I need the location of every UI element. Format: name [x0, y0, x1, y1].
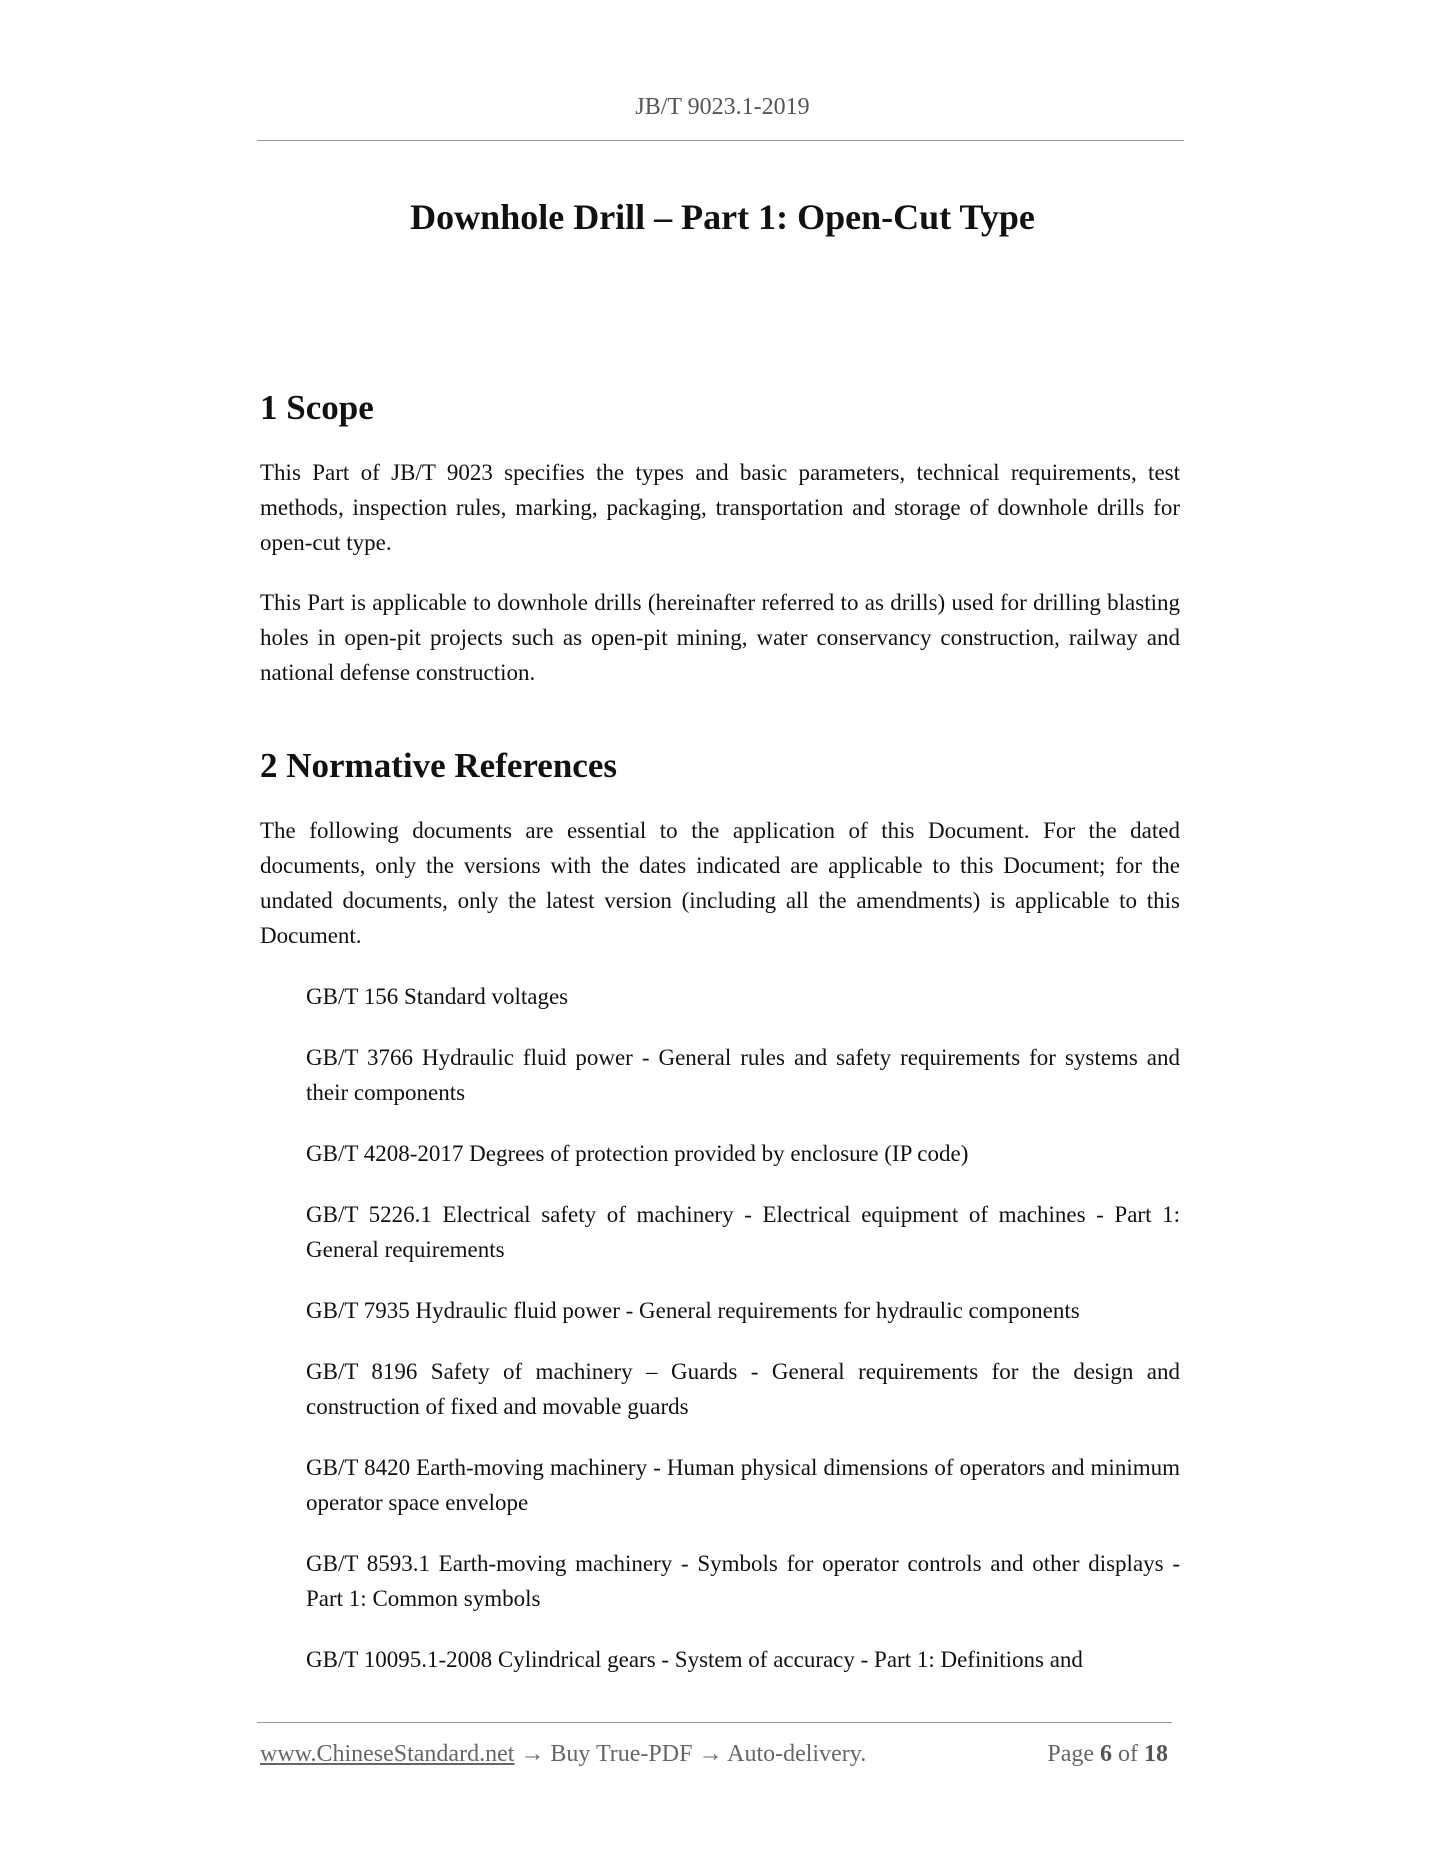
page-of-label: of	[1118, 1741, 1138, 1767]
reference-item: GB/T 7935 Hydraulic fluid power - General requirements for hydraulic components	[306, 1298, 1080, 1323]
page-current: 6	[1100, 1741, 1112, 1767]
reference-item: GB/T 10095.1-2008 Cylindrical gears - System of accuracy - Part 1: Definitions and	[306, 1647, 1083, 1672]
footer-divider	[257, 1722, 1172, 1723]
running-header: JB/T 9023.1-2019	[635, 94, 810, 120]
website-link[interactable]: www.ChineseStandard.net	[260, 1741, 515, 1767]
document-title: Downhole Drill – Part 1: Open-Cut Type	[410, 197, 1035, 237]
header-divider	[257, 140, 1184, 141]
reference-item: GB/T 5226.1 Electrical safety of machinery - Electrical equipment of machines - Part 1: General requirements	[306, 1202, 1180, 1262]
reference-item: GB/T 8420 Earth-moving machinery - Human physical dimensions of operators and minimum operator space envelope	[306, 1455, 1180, 1515]
page-footer	[260, 1741, 1172, 1768]
section-heading-normative-references: 2 Normative References	[260, 746, 617, 785]
reference-item: GB/T 4208-2017 Degrees of protection provided by enclosure (IP code)	[306, 1141, 969, 1166]
section-heading-scope: 1 Scope	[260, 388, 374, 427]
reference-list	[260, 979, 1180, 1677]
scope-paragraph: This Part of JB/T 9023 specifies the types and basic parameters, technical requirements, test methods, inspection rules, marking, packaging, transportation and storage of downhole drills for open-cut type.	[260, 460, 1180, 555]
reference-item: GB/T 8196 Safety of machinery – Guards - General requirements for the design and construction of fixed and movable guards	[306, 1359, 1180, 1419]
reference-item: GB/T 3766 Hydraulic fluid power - General rules and safety requirements for systems and their components	[306, 1045, 1180, 1105]
document-body	[260, 386, 1180, 1703]
footer-promo-text: → Buy True-PDF → Auto-delivery.	[514, 1741, 867, 1767]
reference-item: GB/T 156 Standard voltages	[306, 984, 569, 1009]
page-indicator	[1047, 1741, 1168, 1768]
reference-item: GB/T 8593.1 Earth-moving machinery - Symbols for operator controls and other displays - Part 1: Common symbols	[306, 1551, 1180, 1611]
page-total: 18	[1144, 1741, 1168, 1767]
references-intro: The following documents are essential to the application of this Document. For the dated documents, only the versions with the dates indicated are applicable to this Document; for the undated documents, only the latest version (including all the amendments) is applicable to this Document.	[260, 818, 1180, 948]
page-label: Page	[1047, 1741, 1094, 1767]
scope-paragraph: This Part is applicable to downhole drills (hereinafter referred to as drills) used for drilling blasting holes in open-pit projects such as open-pit mining, water conservancy construction, railway and national defense construction.	[260, 590, 1180, 685]
